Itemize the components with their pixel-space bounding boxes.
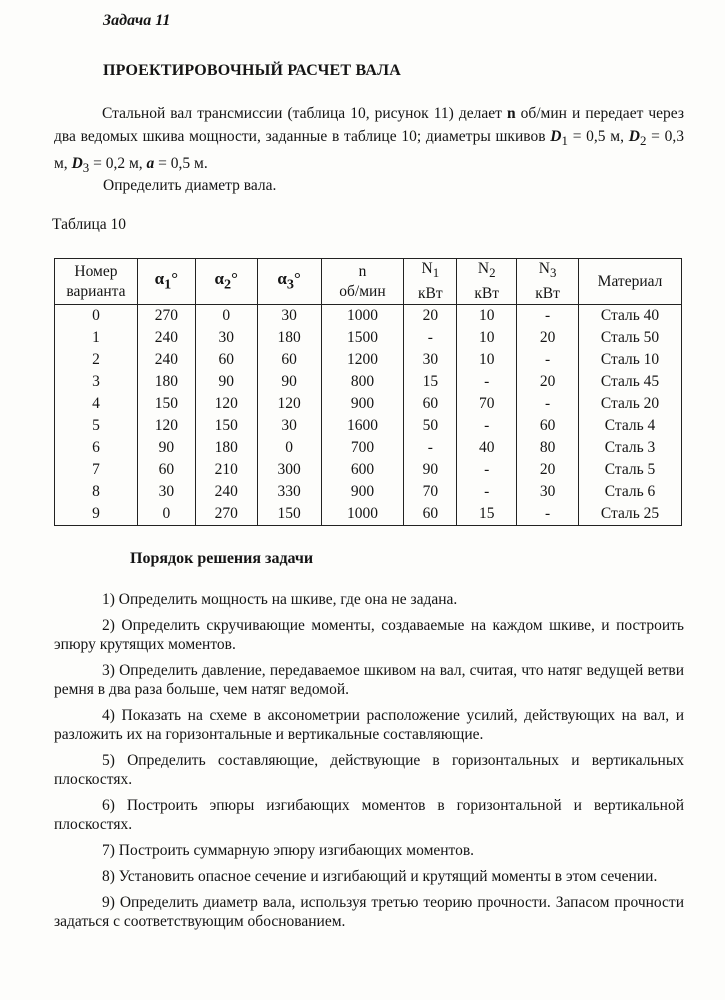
table-cell: Сталь 50 <box>579 327 682 349</box>
table-cell: 180 <box>257 327 321 349</box>
page-title: ПРОЕКТИРОВОЧНЫЙ РАСЧЕТ ВАЛА <box>103 62 401 79</box>
table-cell: 150 <box>137 393 195 415</box>
table-cell: 20 <box>517 371 579 393</box>
table-cell: 60 <box>195 349 257 371</box>
table-cell: 10 <box>457 327 517 349</box>
table-cell: 60 <box>257 349 321 371</box>
table-cell: 0 <box>55 305 138 328</box>
table-cell: 210 <box>195 459 257 481</box>
table-body <box>55 305 682 526</box>
procedure-step: 9) Определить диаметр вала, используя третью теорию прочности. Запасом прочности задаться с соответствующим обоснованием. <box>54 894 684 930</box>
table-cell: 3 <box>55 371 138 393</box>
table-cell: 10 <box>457 305 517 328</box>
table-row <box>55 481 682 503</box>
table-row <box>55 371 682 393</box>
table-cell: 30 <box>195 327 257 349</box>
table-cell: 50 <box>404 415 457 437</box>
table-cell: Сталь 5 <box>579 459 682 481</box>
table-cell: Сталь 40 <box>579 305 682 328</box>
table-cell: 70 <box>457 393 517 415</box>
table-cell: - <box>457 415 517 437</box>
header-variant: Номер варианта <box>55 259 138 305</box>
table-cell: 2 <box>55 349 138 371</box>
table-row <box>55 305 682 328</box>
table-cell: 90 <box>257 371 321 393</box>
table-cell: 150 <box>195 415 257 437</box>
table-row <box>55 459 682 481</box>
table-cell: 1600 <box>321 415 404 437</box>
table-cell: 0 <box>137 503 195 526</box>
table-cell: 4 <box>55 393 138 415</box>
procedure-title: Порядок решения задачи <box>130 550 314 567</box>
table-cell: 15 <box>457 503 517 526</box>
table-cell: 90 <box>404 459 457 481</box>
table-cell: 70 <box>404 481 457 503</box>
table-row <box>55 349 682 371</box>
table-cell: 270 <box>137 305 195 328</box>
d3-subscript: 3 <box>82 160 90 176</box>
header-n2: $N_2$ кВт <box>457 259 517 305</box>
table-row <box>55 415 682 437</box>
table-cell: 60 <box>137 459 195 481</box>
table-cell: Сталь 4 <box>579 415 682 437</box>
table-cell: 0 <box>257 437 321 459</box>
intro-text-1: Стальной вал трансмиссии (таблица 10, рисунок 11) делает <box>102 105 507 122</box>
procedure-steps <box>54 590 684 938</box>
d1-value: = 0,5 м, <box>567 128 629 145</box>
table-cell: Сталь 20 <box>579 393 682 415</box>
table-cell: 60 <box>517 415 579 437</box>
table-cell: 7 <box>55 459 138 481</box>
variants-table <box>54 258 682 526</box>
intro-text-2: об/мин и передает через два ведомых шкива мощности, заданные в таблице 10; диаметры шкивов <box>54 105 685 145</box>
d3-value: = 0,2 м, <box>89 155 147 173</box>
table-cell: 240 <box>137 349 195 371</box>
procedure-step: 2) Определить скручивающие моменты, создаваемые на каждом шкиве, и построить эпюру крутящих моментов. <box>54 617 684 653</box>
d3-symbol: D <box>71 155 83 173</box>
table-cell: 0 <box>195 305 257 328</box>
table-cell: 240 <box>195 481 257 503</box>
header-alpha1: $\alpha_1^\circ$ <box>137 259 195 305</box>
table-cell: Сталь 10 <box>579 349 682 371</box>
table-cell: - <box>517 393 579 415</box>
table-cell: 6 <box>55 437 138 459</box>
table-cell: 1 <box>55 327 138 349</box>
table-cell: - <box>517 305 579 328</box>
table-header-row <box>55 259 682 305</box>
table-cell: 180 <box>195 437 257 459</box>
table-cell: 120 <box>137 415 195 437</box>
task-instruction: Определить диаметр вала. <box>103 177 277 194</box>
table-caption: Таблица 10 <box>52 216 127 233</box>
table-cell: 300 <box>257 459 321 481</box>
header-n3: $N_3$ кВт <box>517 259 579 305</box>
table-cell: 330 <box>257 481 321 503</box>
table-row <box>55 503 682 526</box>
table-cell: 800 <box>321 371 404 393</box>
table-row <box>55 327 682 349</box>
table-cell: - <box>457 459 517 481</box>
procedure-step: 1) Определить мощность на шкиве, где она не задана. <box>102 591 458 608</box>
table-cell: 240 <box>137 327 195 349</box>
table-cell: 90 <box>195 371 257 393</box>
table-cell: 120 <box>195 393 257 415</box>
table-cell: 600 <box>321 459 404 481</box>
table-cell: Сталь 6 <box>579 481 682 503</box>
header-material: Материал <box>579 259 682 305</box>
table-cell: 60 <box>404 393 457 415</box>
table-cell: 10 <box>457 349 517 371</box>
procedure-step: 7) Построить суммарную эпюру изгибающих моментов. <box>102 842 475 859</box>
a-symbol: a <box>146 155 155 173</box>
table-cell: 700 <box>321 437 404 459</box>
header-n1: $N_1$ кВт <box>404 259 457 305</box>
n-symbol: n <box>506 105 516 122</box>
procedure-step: 3) Определить давление, передаваемое шкивом на вал, считая, что натяг ведущей ветви ремня в два раза больше, чем натяг ведомой. <box>54 662 684 698</box>
table-cell: 60 <box>404 503 457 526</box>
table-cell: 30 <box>517 481 579 503</box>
table-row <box>55 393 682 415</box>
table-cell: 1200 <box>321 349 404 371</box>
table-cell: 20 <box>404 305 457 328</box>
d1-subscript: 1 <box>561 133 568 149</box>
table-cell: 120 <box>257 393 321 415</box>
table-cell: 40 <box>457 437 517 459</box>
table-cell: 30 <box>404 349 457 371</box>
d1-symbol: D <box>550 128 562 145</box>
d2-symbol: D <box>628 128 640 145</box>
table-cell: 1500 <box>321 327 404 349</box>
table-cell: 9 <box>55 503 138 526</box>
table-cell: 8 <box>55 481 138 503</box>
table-cell: 1000 <box>321 503 404 526</box>
header-n: n об/мин <box>321 259 404 305</box>
table-cell: 270 <box>195 503 257 526</box>
problem-text <box>54 102 684 179</box>
table-cell: - <box>404 327 457 349</box>
table-cell: 900 <box>321 393 404 415</box>
d2-subscript: 2 <box>639 133 647 149</box>
table-cell: - <box>457 481 517 503</box>
task-number: Задача 11 <box>103 12 171 29</box>
problem-statement <box>54 102 684 179</box>
table-cell: 30 <box>257 415 321 437</box>
header-alpha2: $\alpha_2^\circ$ <box>195 259 257 305</box>
table-cell: 30 <box>137 481 195 503</box>
procedure-step: 6) Построить эпюры изгибающих моментов в горизонтальной и вертикальной плоскостях. <box>54 797 684 833</box>
table-cell: 150 <box>257 503 321 526</box>
table-cell: 15 <box>404 371 457 393</box>
table-cell: 5 <box>55 415 138 437</box>
table-cell: 900 <box>321 481 404 503</box>
table-cell: 80 <box>517 437 579 459</box>
header-alpha3: $\alpha_3^\circ$ <box>257 259 321 305</box>
procedure-step: 8) Установить опасное сечение и изгибающий и крутящий моменты в этом сечении. <box>102 868 658 885</box>
procedure-step: 4) Показать на схеме в аксонометрии расположение усилий, действующих на вал, и разложить их на горизонтальные и вертикальные составляющие. <box>54 707 684 743</box>
table-cell: Сталь 45 <box>579 371 682 393</box>
table-cell: - <box>517 349 579 371</box>
table-cell: - <box>517 503 579 526</box>
a-value: = 0,5 м. <box>154 155 208 173</box>
table-cell: Сталь 25 <box>579 503 682 526</box>
table-cell: 1000 <box>321 305 404 328</box>
table-row <box>55 437 682 459</box>
table-cell: 20 <box>517 327 579 349</box>
d2-value: = 0,3 м, <box>54 128 684 173</box>
table-cell: 180 <box>137 371 195 393</box>
table-cell: Сталь 3 <box>579 437 682 459</box>
procedure-step: 5) Определить составляющие, действующие в горизонтальных и вертикальных плоскостях. <box>54 752 684 788</box>
table-cell: 90 <box>137 437 195 459</box>
table-cell: - <box>404 437 457 459</box>
table-cell: 30 <box>257 305 321 328</box>
table-cell: - <box>457 371 517 393</box>
table-cell: 20 <box>517 459 579 481</box>
